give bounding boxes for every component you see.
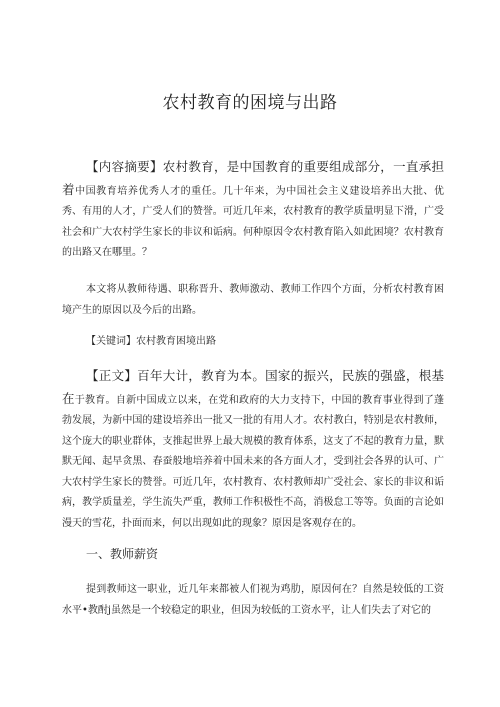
abstract-text: 中国教育培养优秀人才的重任。几十年来，为中国社会主义建设培养出大批、优秀、有用的人才，广受人们的赞誉。可近几年来，农村教育的教学质量明显下滑，广受社会和广大农村学生家长的非议和诟病。何种原因令农村教育陷入如此困境？农村教育的出路又在哪里。？ bbox=[62, 185, 444, 258]
section-heading: 一、教师薪资 bbox=[86, 547, 159, 561]
body-paragraph bbox=[62, 366, 444, 534]
abstract-paragraph bbox=[62, 157, 444, 264]
body-text: 于教育。自新中国成立以来，在党和政府的大力支持下，中国的教育事业得到了蓬勃发展，为新中国的建设培养出一批又一批的有用人才。农村教白，特别是农村教师，这个庞大的职业群体，支推起世界上最大规模的教育体系，这支了不起的教育力量，默默无闻、起早贪黑、春蚕般地培养着中国未来的各方面人才，受到社会各界的认可、广大农村学生家长的赞誉。可近几年，农村教育、农村教师却广受社会、家长的非议和诟病，教学质量差，学生流失严重，教师工作积极性不高，消极怠工等等。负面的言论如漫天的雪花，扑面而来，何以出现如此的现象？原因是客观存在的。 bbox=[62, 394, 444, 529]
body-lead: 【正文】百年大计，教育为本。国家的振兴，民族的强盛，根基在 bbox=[62, 368, 444, 406]
page-title: 农村教育的困境与出路 bbox=[162, 93, 338, 113]
abstract-lead: 【内容摘要】农村教育，是中国教育的重要组成部分，一直承担着 bbox=[62, 159, 444, 197]
section-paragraph: 提到教师这一职业，近几年来都被人们视为鸡肋，原因何在？自然是较低的工资水平•教酎j虽然是一个较稳定的职业，但因为较低的工资水平，让人们失去了对它的 bbox=[62, 584, 444, 616]
keywords-line: 【关键词】农村教育困境出路 bbox=[86, 336, 216, 347]
abstract-paragraph-2: 本文将从教师待遇、职称晋升、教师激动、教师工作四个方面，分析农村教育困境产生的原因以及今后的出路。 bbox=[62, 284, 444, 316]
